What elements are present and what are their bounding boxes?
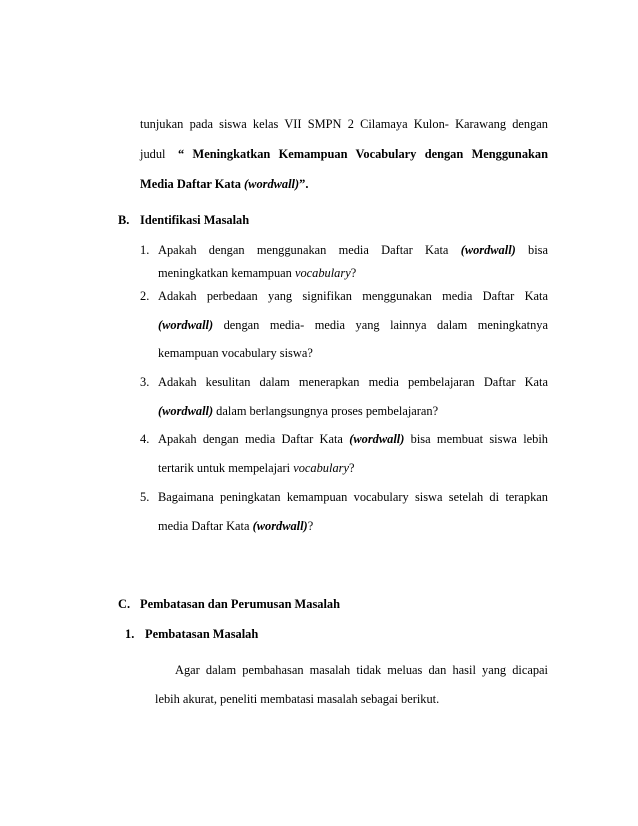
subsection-heading: Pembatasan Masalah	[145, 627, 259, 641]
wordwall-term: (wordwall)	[252, 519, 308, 533]
paragraph-line-2	[155, 692, 439, 707]
intro-title-wordwall: (wordwall)	[244, 177, 300, 191]
intro-title-part-1: “ Meningkatkan Kemampuan Vocabulary dengan Menggunakan	[178, 147, 548, 161]
text-run: Adakah perbedaan yang signifikan menggunakan media Daftar Kata	[158, 289, 548, 303]
list-item-2-line-1	[158, 289, 548, 304]
vocabulary-term: vocabulary	[294, 266, 351, 280]
text-run: dalam berlangsungnya proses pembelajaran?	[213, 404, 439, 418]
section-c-heading: Pembatasan dan Perumusan Masalah	[140, 597, 340, 611]
list-item-number: 1.	[140, 243, 150, 257]
section-b-label: B.	[118, 213, 130, 227]
list-item-2-line-3	[158, 346, 313, 361]
list-item-1-line-2	[158, 266, 356, 281]
intro-line-1	[140, 117, 548, 132]
vocabulary-term: vocabulary	[293, 461, 349, 475]
paragraph-line-1	[175, 663, 548, 678]
text-run: bisa	[515, 243, 548, 257]
text-run: tertarik untuk mempelajari	[158, 461, 294, 475]
subsection-number: 1.	[125, 627, 135, 641]
list-item-4-line-1	[158, 432, 548, 447]
list-item-3-line-2	[158, 404, 438, 419]
text-run: Adakah kesulitan dalam menerapkan media pembelajaran Daftar Kata	[158, 375, 548, 389]
text-run: meningkatkan kemampuan	[158, 266, 295, 280]
text-run: Apakah dengan menggunakan media Daftar Kata	[158, 243, 461, 257]
text-run: kemampuan vocabulary siswa?	[158, 346, 313, 360]
list-item-number: 2.	[140, 289, 150, 303]
wordwall-term: (wordwall)	[349, 432, 405, 446]
intro-judul-label: judul	[140, 147, 166, 161]
text-run: lebih akurat, peneliti membatasi masalah sebagai berikut.	[155, 692, 440, 706]
text-run: Bagaimana peningkatan kemampuan vocabulary siswa setelah di terapkan	[158, 490, 548, 504]
wordwall-term: (wordwall)	[158, 318, 214, 332]
intro-line-3	[140, 177, 308, 192]
section-c-label: C.	[118, 597, 131, 611]
list-item-number: 5.	[140, 490, 150, 504]
section-b-heading: Identifikasi Masalah	[140, 213, 250, 227]
text-run: bisa membuat siswa lebih	[404, 432, 548, 446]
text-run: Agar dalam pembahasan masalah tidak meluas dan hasil yang dicapai	[175, 663, 548, 677]
text-run: ?	[307, 519, 314, 533]
wordwall-term: (wordwall)	[158, 404, 214, 418]
list-item-5-line-2	[158, 519, 313, 534]
intro-line-1-text: tunjukan pada siswa kelas VII SMPN 2 Cilamaya Kulon- Karawang dengan	[140, 117, 548, 131]
list-item-3-line-1	[158, 375, 548, 390]
text-run: dengan media- media yang lainnya dalam meningkatnya	[213, 318, 548, 332]
list-item-5-line-1	[158, 490, 548, 505]
list-item-number: 3.	[140, 375, 150, 389]
intro-line-2	[140, 147, 548, 162]
text-run: media Daftar Kata	[158, 519, 253, 533]
intro-title-part-2: Media Daftar Kata	[140, 177, 245, 191]
list-item-2-line-2	[158, 318, 548, 333]
text-run: Apakah dengan media Daftar Kata	[158, 432, 350, 446]
intro-title-end: ”.	[299, 177, 309, 191]
text-run: ?	[348, 461, 355, 475]
text-run: ?	[350, 266, 357, 280]
wordwall-term: (wordwall)	[460, 243, 516, 257]
list-item-number: 4.	[140, 432, 150, 446]
list-item-4-line-2	[158, 461, 354, 476]
list-item-1-line-1	[158, 243, 548, 258]
